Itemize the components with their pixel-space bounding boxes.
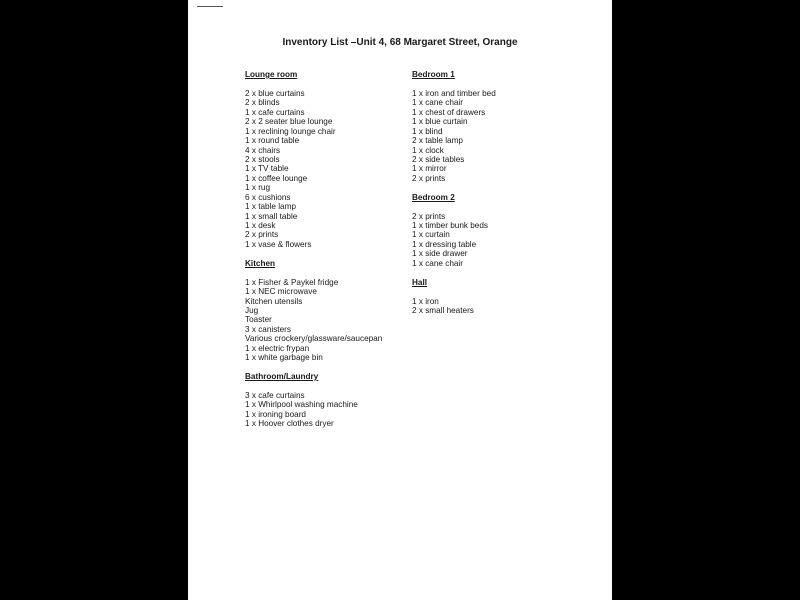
inventory-item: 1 x cane chair xyxy=(412,98,463,108)
section-kitchen xyxy=(245,259,415,363)
inventory-item: 1 x cane chair xyxy=(412,258,463,268)
inventory-item: 1 x side drawer xyxy=(412,249,468,259)
inventory-item: 6 x cushions xyxy=(245,192,291,202)
section-heading: Kitchen xyxy=(245,258,276,268)
inventory-item: Kitchen utensils xyxy=(245,296,303,306)
left-column xyxy=(245,70,415,438)
section-lounge-room xyxy=(245,70,415,249)
section-heading: Lounge room xyxy=(245,70,298,79)
inventory-item: 1 x rug xyxy=(245,183,271,193)
inventory-item: 3 x cafe curtains xyxy=(245,390,305,400)
inventory-item: 1 x iron xyxy=(412,296,439,306)
inventory-item: 1 x cafe curtains xyxy=(245,107,305,117)
inventory-item: 2 x prints xyxy=(245,230,279,240)
section-heading: Bathroom/Laundry xyxy=(245,372,319,381)
inventory-item: 1 x Hoover clothes dryer xyxy=(245,419,334,429)
scan-mark xyxy=(197,6,223,7)
document-page xyxy=(188,0,612,600)
inventory-item: 2 x stools xyxy=(245,154,280,164)
inventory-item: 2 x side tables xyxy=(412,154,465,164)
section-heading: Bedroom 2 xyxy=(412,192,455,202)
inventory-item: 2 x blinds xyxy=(245,98,280,108)
inventory-item: Jug xyxy=(245,305,259,315)
section-heading: Hall xyxy=(412,277,428,287)
inventory-item: 1 x reclining lounge chair xyxy=(245,126,336,136)
inventory-item: 1 x dressing table xyxy=(412,239,477,249)
inventory-item: 1 x curtain xyxy=(412,230,450,240)
inventory-item: 1 x white garbage bin xyxy=(245,353,323,363)
inventory-item: 1 x NEC microwave xyxy=(245,287,317,297)
inventory-item: 2 x blue curtains xyxy=(245,88,305,98)
inventory-item: 1 x mirror xyxy=(412,164,447,174)
inventory-item: 1 x small table xyxy=(245,211,298,221)
inventory-item: 1 x vase & flowers xyxy=(245,239,312,249)
inventory-item: 1 x blue curtain xyxy=(412,117,468,127)
inventory-item: 1 x Whirlpool washing machine xyxy=(245,400,358,410)
section-bathroom-laundry xyxy=(245,372,415,429)
inventory-item: 4 x chairs xyxy=(245,145,281,155)
inventory-item: 1 x round table xyxy=(245,136,300,146)
inventory-item: 1 x desk xyxy=(245,221,276,230)
inventory-item: 2 x prints xyxy=(412,173,446,183)
inventory-item: 1 x table lamp xyxy=(245,202,296,212)
inventory-item: Toaster xyxy=(245,315,272,325)
inventory-item: 2 x small heaters xyxy=(412,305,474,315)
section-hall xyxy=(412,278,582,316)
section-bedroom-1 xyxy=(412,70,582,183)
inventory-item: 2 x 2 seater blue lounge xyxy=(245,117,333,127)
document-title: Inventory List –Unit 4, 68 Margaret Street, Orange xyxy=(282,37,518,48)
section-heading: Bedroom 1 xyxy=(412,70,455,79)
section-bedroom-2 xyxy=(412,193,582,269)
right-column xyxy=(412,70,582,325)
inventory-item: 1 x ironing board xyxy=(245,409,306,419)
inventory-item: Various crockery/glassware/saucepan xyxy=(245,334,383,344)
inventory-item: 1 x timber bunk beds xyxy=(412,221,489,230)
inventory-item: 1 x TV table xyxy=(245,164,289,174)
inventory-item: 1 x clock xyxy=(412,145,444,155)
inventory-item: 3 x canisters xyxy=(245,324,291,334)
inventory-item: 1 x chest of drawers xyxy=(412,107,486,117)
inventory-item: 2 x prints xyxy=(412,211,446,221)
inventory-item: 2 x table lamp xyxy=(412,136,463,146)
inventory-item: 1 x Fisher & Paykel fridge xyxy=(245,277,339,287)
inventory-item: 1 x electric frypan xyxy=(245,343,310,353)
inventory-item: 1 x coffee lounge xyxy=(245,173,308,183)
inventory-item: 1 x blind xyxy=(412,126,443,136)
inventory-item: 1 x iron and timber bed xyxy=(412,88,496,98)
